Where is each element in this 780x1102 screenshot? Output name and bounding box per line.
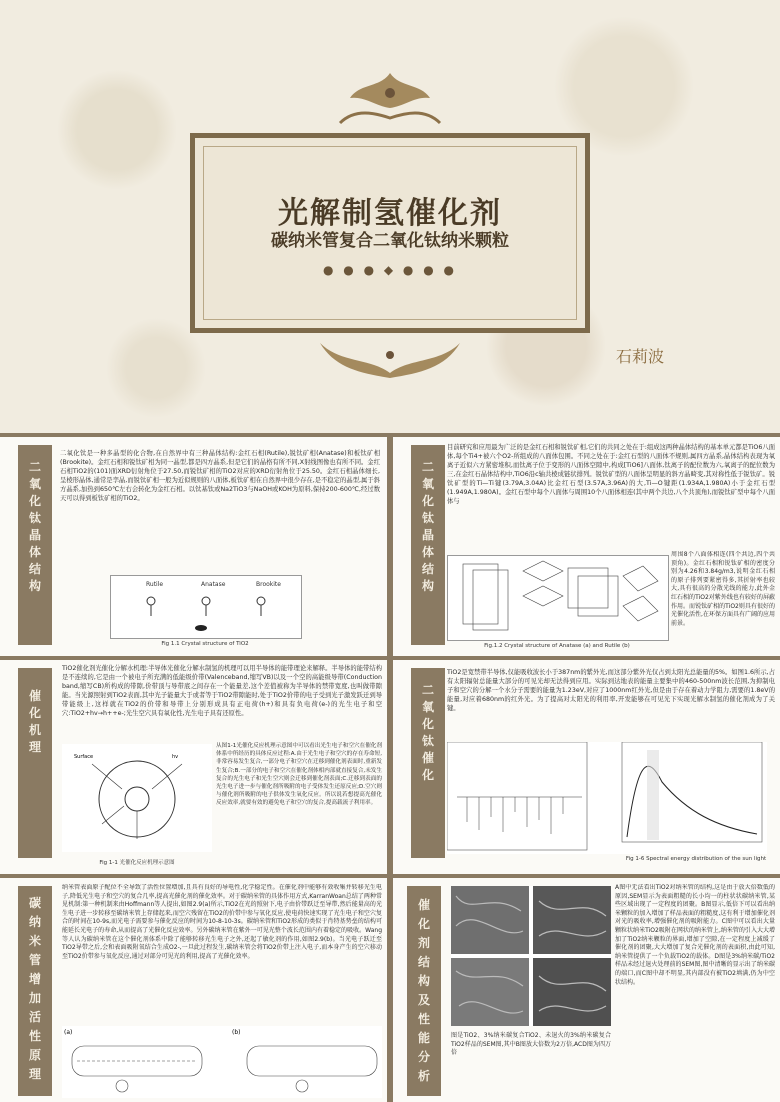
slide-side-title: 催 化 剂 结 构 及 性 能 分 析 [407, 886, 441, 1096]
crystal-structure-figure [110, 575, 302, 639]
figure-caption: Fig.1.2 Crystal structure of Anatase (a) and Rutile (b) [484, 643, 630, 649]
title-slide [0, 0, 780, 433]
slide-crystal-structure-2 [393, 437, 780, 656]
cnt-diagram [62, 1026, 382, 1098]
svg-text:Anatase: Anatase [201, 581, 226, 588]
slide-body-text-2: 从图1-1光催化反应机理示意图中可以看出光生电子和空穴在催化剂体系中所经历的具体反应过程:A.由于光生电子和空穴的存在寿命短,非常容易发生复合,一部分电子和空穴在迁移到催化剂表面时,重新发生复合;B.一部分的电子和空穴在催化剂体相内部就直接复合,未发生复合的光生电子和光生空穴则会迁移到催化剂表面;C.迁移到表面的光生电子进一步与催化剂所吸附的电子受体发生还原反应;D.空穴则与催化剂所吸附的电子供体发生氧化反应。所以说若想提高光催化反应效率,就要有效的避免电子和空穴的复合,提高载流子利用率。 [216, 743, 382, 807]
anatase-rutile-figure [447, 555, 669, 641]
slide-body-text: TiO2是宽禁带半导体,仅能吸收波长小于387nm的紫外光,而这部分紫外光仅占到太阳光总能量的5%。如图1.6所示,占有太阳辐射总能量大部分的可见光却无法得到应用。实际到达地表的能量主要集中的460-500nm波长范围,为抑制电子和空穴的分解一个水分子需要的能量为1.23eV,对应了1000nm红外光,但是由于存在着动力学阻力,需要的1.8eV的能量,对应着680nm的红外光。为了提高对太阳光的利用率,开发能够在可见光下实现光解水制氢的催化剂成为了关键。 [447, 669, 775, 712]
mechanism-diagram [62, 744, 212, 852]
author-name: 石莉波 [616, 347, 665, 366]
slide-body-text: A图中无法看出TiO2对纳米管的结构,这是由于放大倍数低的原因,SEM显示为表面粗糙的长小均一的柱状状碳纳米管,某些区域出现了一定程度的团聚。B图显示,低倍下可以看出纳米颗粒的加入增加了样品表面的粗糙度,这有利于增加催化剂对光的吸收率,增强催化剂的吸附能力。C图中可以看出大量颗粒状纳米TiO2吸附在网状的纳米管上,纳米管的引入大大增加了TiO2纳米颗粒的界面,增加了空隙,在一定程度上减缓了催化剂的团聚,大大增加了复合光催化剂的表面积,由此可知,纳米管提供了一个负载TiO2的载体。D图是3%纳米碳/TiO2样品未经过退火处理前的SEM图,图中清晰的显示出了纳米碳的端口,而C图中却不明显,其内部没有被TiO2填满,仍为中空状结构。 [615, 884, 775, 986]
svg-text:Brookite: Brookite [256, 581, 281, 588]
presentation-title: 光解制氢催化剂 [278, 196, 502, 231]
slide-catalytic-mechanism [0, 660, 387, 874]
solar-spectrum-chart [447, 742, 767, 854]
svg-text:(a): (a) [64, 1029, 73, 1036]
svg-text:(b): (b) [232, 1029, 241, 1036]
slide-side-title: 二 氧 化 钛 晶 体 结 构 [18, 445, 52, 645]
bottom-ornament-icon [300, 333, 480, 383]
slide-body-text: TiO2催化剂光催化分解水机理:半导体光催化分解水制氢的机理可以用半导体的能带理论来解释。半导体的能带结构是不连续的,它是由一个被电子所充满的低能级价带(Valenceband,缩写VB)以及一个空的高能级导带(Conduction band,缩写CB)所构成的带隙,价带顶与导带底之间存在一个能量差,这个差值被称为半导体的禁带宽度,也叫做带隙能。当光源照射到TiO2表面,其中光子能量大于或者等于TiO2带隙能时,处于TiO2价带的电子受到光子激发跃迁到导带能级上,这样就在TiO2的价带和导带上分别形成具有正电荷(h+)和具有负电荷(e-)的光生电子和空穴:TiO2+hv→h++e-;光生空穴具有氧化性,光生电子具有还原性。 [62, 665, 382, 717]
top-ornament-icon [330, 68, 450, 128]
slide-body-text: 目前研究和应用最为广泛的是金红石相和锐钛矿相,它们的共同之处在于:组成这两种晶体结构的基本单元都是TiO6八面体,每个Ti4+被六个O2-所组成的八面体包围。不同之处在于:金红石型的八面体不规则,属四方晶系,晶体结构表现为氧离子近似六方紧密堆积,而钛离子位于变形的八面体空隙中,构成[TiO6]八面体,钛离子的配位数为六,氧离子的配位数为三,在金红石晶体结构中,TiO6沿c轴共棱成链状排列。锐钛矿型的八面体呈明显的斜方晶畸变,其对称性低于锐钛矿。锐钛矿型的Ti—Ti键(3.79A,3.04A)比金红石型(3.57A,3.96A)的大,Ti—O键距(1.934A,1.980A)小于金红石型(1.949A,1.980A)。金红石型中每个八面体与周围10个八面体相连(其中两个共边,八个共顶角),而锐钛矿型中每个八面体与 [447, 444, 775, 505]
svg-text:hv: hv [172, 754, 179, 760]
dot-divider-icon: ● ● ● ◆ ● ● ● [323, 263, 457, 277]
slide-body-text: 二氧化钛是一种多晶型的化合物,在自然界中有三种晶体结构:金红石相(Rutile),锐钛矿相(Anatase)和板钛矿相(Brookite)。金红石相和锐钛矿相为同一晶型,都是四方晶系,但是它们的晶格有所不同,X射线图像也有所不同。金红石相TiO2的(101)面XRD衍射角位于27.50,而锐钛矿相的TiO2对应的XRD衍射角位于25.50。金红石相晶体细长,呈棱形晶体,通常是孪晶,而锐钛矿相一般为近似规则的八面体,板钛矿相在自然界中很少存在,是不稳定的晶型,属于斜方晶系,加热到650℃左右会转化为金红石相。以钛基钛或Na2TiO3与NaOH或KOH为原料,保持200-600℃,经过数天可以得到板钛矿相的TiO2。 [60, 450, 380, 502]
svg-text:Surface: Surface [74, 754, 94, 760]
slide-side-title: 二 氧 化 钛 催 化 [411, 668, 445, 858]
sem-images [451, 886, 611, 1026]
slide-body-text-2: 周围8个八面体相连(四个共边,四个共顶角)。金红石相和锐钛矿相的密度分别为4.26和3.84g/m3,说明金红石相的原子排列要紧密得多,其折射率也较大,具有很高的分散光线的能力,此外金红石相的TiO2对紫外线也有较好的屏蔽作用。而锐钛矿相的TiO2则具有很好的光催化活性,在环保方面具有广阔的应用前景。 [671, 551, 775, 627]
svg-text:Rutile: Rutile [146, 581, 164, 588]
figure-caption: Fig 1-6 Spectral energy distribution of the sun light [625, 856, 767, 862]
slide-tio2-catalysis [393, 660, 780, 874]
slide-catalyst-analysis [393, 878, 780, 1102]
slide-body-text: 纳米管表面原子配位不全导致了活性位置增加,且具有良好的导电性,化学稳定性。在催化剂中能够有效收集并转移光生电子,降低光生电子和空穴的复合几率,提高光催化剂的催化效率。对于碳纳米管的具体作用方式,KarranWoan总结了两种常见机制:第一种机制来由Hoffmann等人提出,如图2.9(a)所示,TiO2在光的照射下,电子由价带跃迁至导带,然后能量高的光生电子进一步转移至碳纳米管上存储起来,而空穴残留在TiO2的价带中参与氧化反应,使电荷快速实现了光生电子和空穴复合的时间在10-9s,而光电子需要参与催化反应的时间为10-8-10-3s。碳纳米管和TiO2形成的类似于肖特基势垒的结构可能延长光电子的寿命,从而提高了光催化反应效率。另外碳纳米管在紫外一可见光整个波长范围内有着稳定的吸收。Wang等人认为碳纳米管在这个催化剂体系中除了能够转移光生电子之外,还起了敏化剂的作用,如图2.9(b)。当光电子跃迁至TiO2导带之后,会和表面吸附氧结合生成O2-,一旦此过程发生,碳纳米管会将TiO2价带上注入电子,而本身产生的空穴移动至TiO2价带参与氧化反应,通过对部分可见光的利用,提高了光催化效率。 [62, 884, 382, 960]
figure-caption: 图是TiO2、3%纳米碳复合TiO2、未退火的3%纳米碳复合TiO2样品的SEM图,其中B图放大倍数为2万倍,ACD图为四万倍 [451, 1032, 611, 1057]
slide-side-title: 碳 纳 米 管 增 加 活 性 原 理 [18, 886, 52, 1096]
presentation-subtitle: 碳纳米管复合二氧化钛纳米颗粒 [271, 231, 509, 251]
title-frame [190, 133, 590, 333]
figure-caption: Fig 1.1 Crystal structure of TiO2 [161, 641, 249, 647]
slide-crystal-structure-1 [0, 437, 387, 656]
slide-side-title: 二 氧 化 钛 晶 体 结 构 [411, 445, 445, 645]
slide-side-title: 催 化 机 理 [18, 668, 52, 858]
slide-cnt-mechanism [0, 878, 387, 1102]
figure-caption: Fig 1-1 光催化反应机理示意图 [99, 860, 175, 866]
